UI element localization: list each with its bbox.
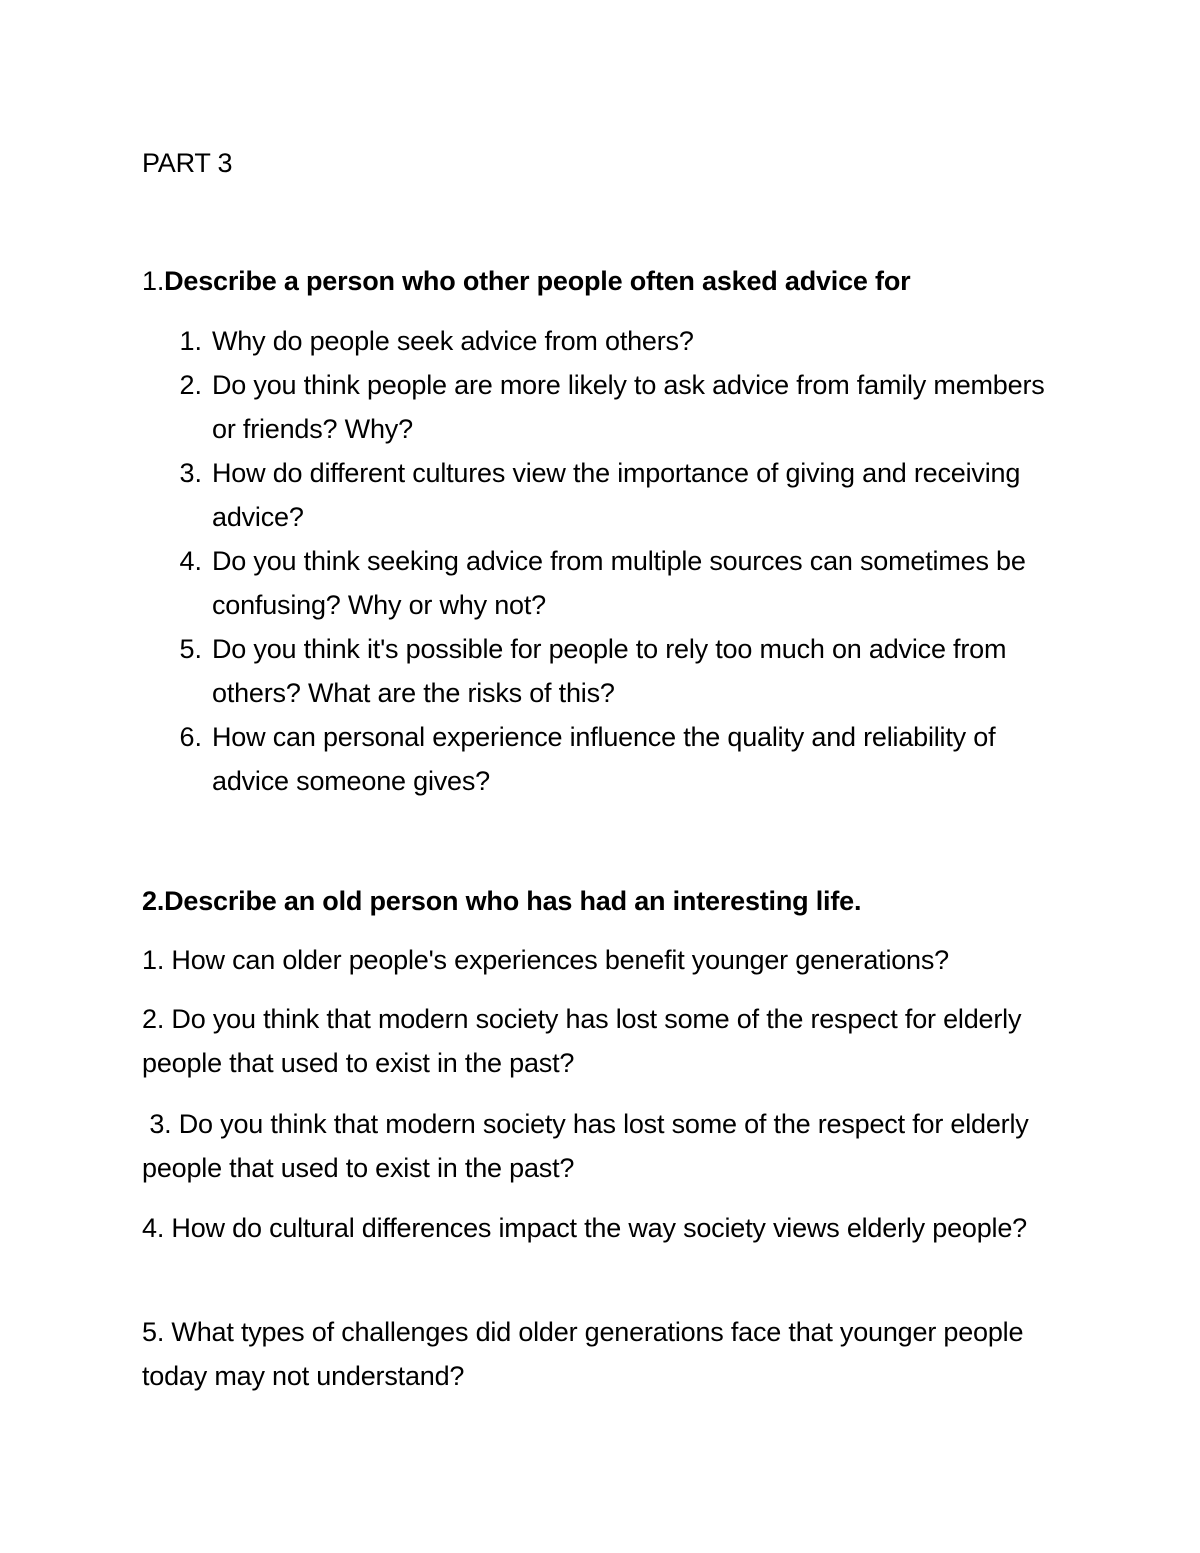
question-paragraph: 4. How do cultural differences impact the way society views elderly people?	[142, 1213, 1027, 1243]
question-paragraph: 3. Do you think that modern society has lost some of the respect for elderly people that used to exist in the past?	[142, 1109, 1036, 1183]
section2-heading: 2.Describe an old person who has had an interesting life.	[142, 886, 862, 916]
section1-heading-number: 1.	[142, 266, 165, 296]
list-item-number: 2.	[179, 370, 202, 400]
part-title: PART 3	[142, 148, 233, 178]
list-item-text: How can personal experience influence the quality and reliability of advice someone gives?	[212, 722, 996, 796]
list-item-text: How do different cultures view the importance of giving and receiving advice?	[212, 458, 1021, 532]
list-item-number: 3.	[179, 458, 202, 488]
list-item-number: 5.	[179, 634, 202, 664]
list-item-text: Do you think people are more likely to ask advice from family members or friends? Why?	[212, 370, 1045, 444]
list-item-text: Why do people seek advice from others?	[212, 326, 694, 356]
question-paragraph: 2. Do you think that modern society has lost some of the respect for elderly people that used to exist in the past?	[142, 1004, 1029, 1078]
list-item-text: Do you think it's possible for people to rely too much on advice from others? What are the risks of this?	[212, 634, 1007, 708]
list-item-number: 6.	[179, 722, 202, 752]
question-paragraph: 5. What types of challenges did older generations face that younger people today may not understand?	[142, 1317, 1031, 1391]
list-item-number: 4.	[179, 546, 202, 576]
question-paragraph: 1. How can older people's experiences benefit younger generations?	[142, 945, 949, 975]
section1-heading-text: Describe a person who other people often asked advice for	[164, 266, 911, 296]
list-item-text: Do you think seeking advice from multiple sources can sometimes be confusing? Why or why not?	[212, 546, 1026, 620]
list-item-number: 1.	[179, 326, 202, 356]
section1-heading	[142, 259, 910, 303]
